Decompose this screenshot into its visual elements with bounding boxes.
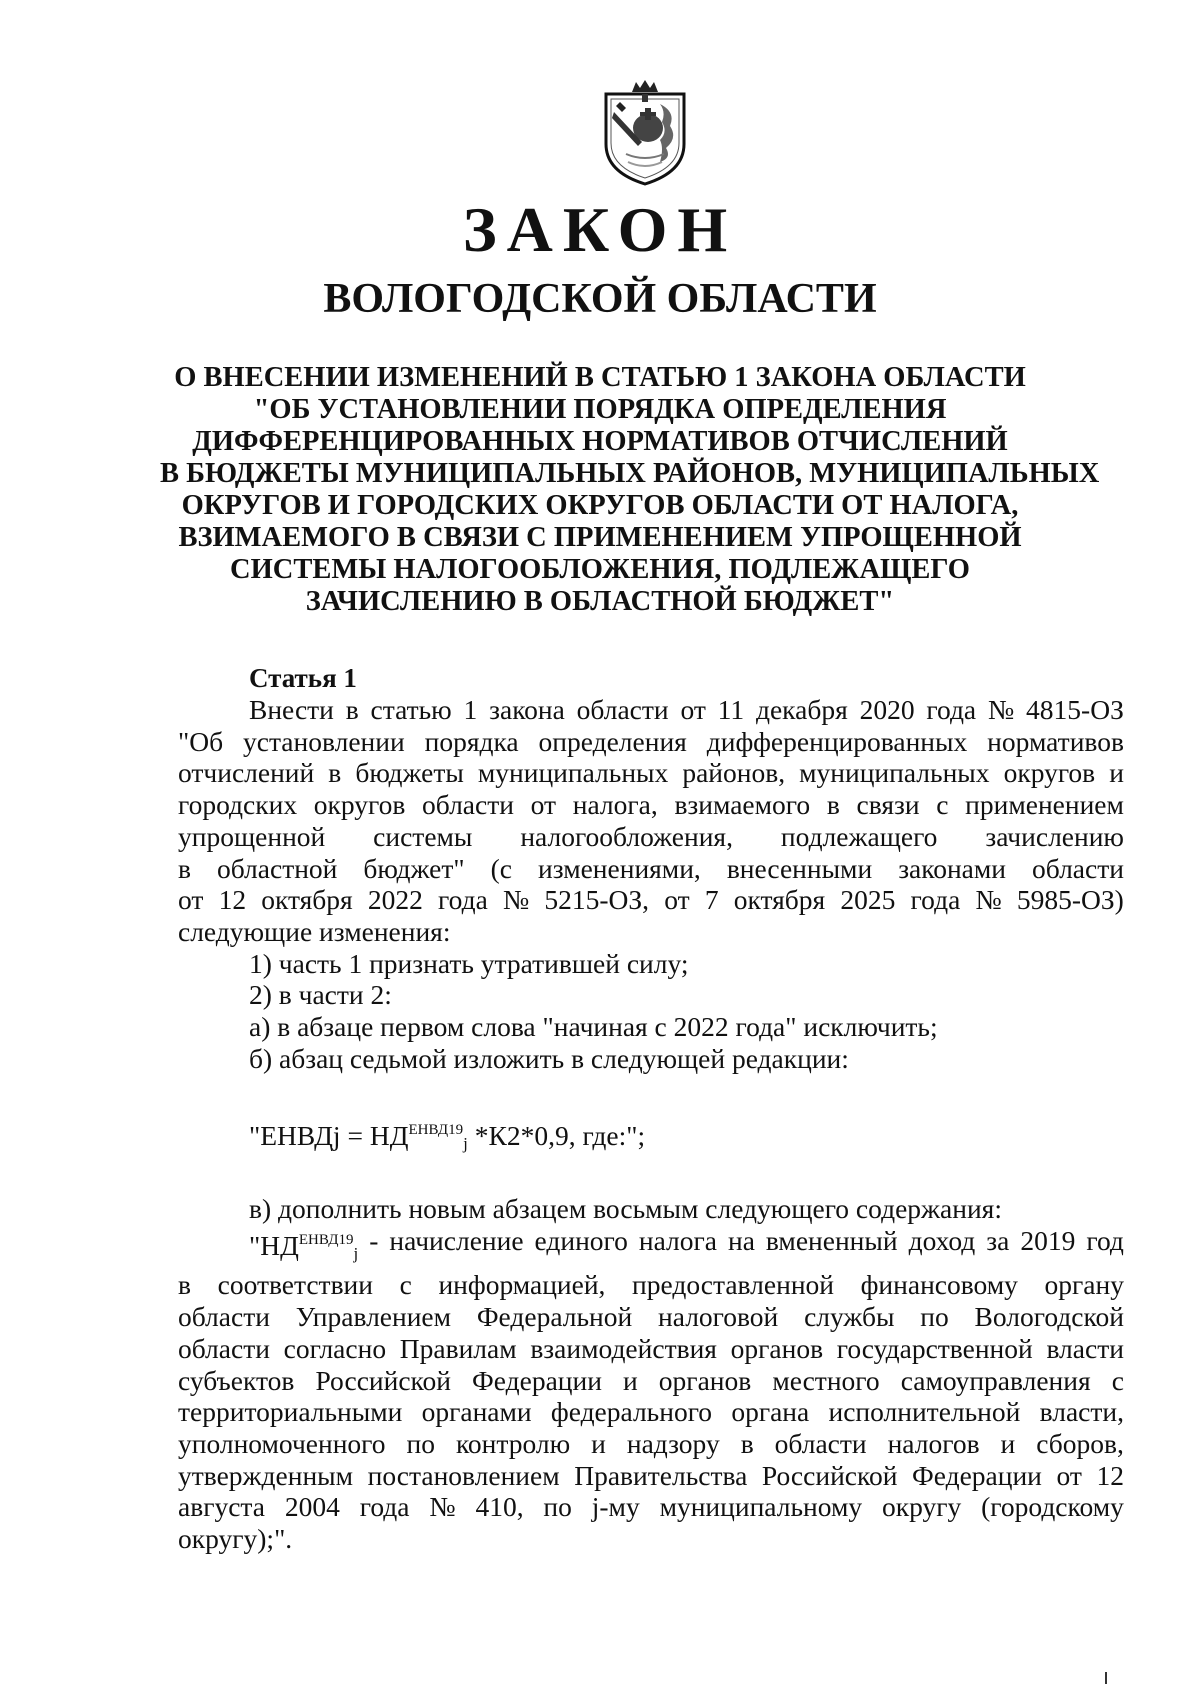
text-line: [178, 1301, 1124, 1333]
text-line: [178, 884, 1124, 916]
text-line: [178, 1333, 1124, 1365]
word: области: [422, 789, 514, 821]
word: Правительства: [574, 1459, 748, 1491]
title-line: ОКРУГОВ И ГОРОДСКИХ ОКРУГОВ ОБЛАСТИ ОТ НАЛОГА,: [181, 490, 1019, 521]
definition-superscript: ЕНВД19: [298, 1231, 354, 1248]
word: контролю: [455, 1427, 571, 1459]
word: территориальными: [178, 1396, 403, 1428]
word: налога: [638, 1224, 718, 1256]
word: 410,: [475, 1491, 524, 1523]
word: №: [502, 884, 530, 916]
word: октября: [261, 884, 353, 916]
definition-subscript: j: [353, 1243, 359, 1263]
word: округов: [1003, 757, 1096, 789]
word: районов,: [682, 757, 786, 789]
word: Российской: [761, 1459, 898, 1491]
word: статью: [370, 694, 452, 725]
word: декабря: [755, 694, 848, 725]
word: налога,: [572, 789, 658, 821]
word: Вологодской: [974, 1301, 1124, 1333]
word: года: [359, 1491, 410, 1523]
text-line: следующие изменения:: [178, 915, 451, 947]
coat-of-arms-emblem-icon: [602, 78, 688, 186]
title-line: ВЗИМАЕМОГО В СВЯЗИ С ПРИМЕНЕНИЕМ УПРОЩЕННОЙ: [178, 522, 1022, 553]
word: в: [740, 1427, 754, 1459]
word: 2004: [284, 1491, 340, 1523]
word: №: [987, 694, 1015, 725]
word: начисление: [389, 1224, 524, 1256]
text-line: [178, 1491, 1124, 1523]
word: 5985-ОЗ): [1016, 884, 1124, 916]
word: (городскому: [981, 1491, 1124, 1523]
word: власти: [1046, 1332, 1124, 1364]
word: субъектов: [178, 1364, 295, 1396]
word: 1: [463, 694, 478, 725]
word: в: [328, 757, 342, 789]
word: закона: [489, 694, 565, 725]
word: года: [910, 884, 961, 916]
word: вмененный: [765, 1224, 898, 1256]
text-line: [178, 789, 1124, 821]
word: отчислений: [178, 757, 315, 789]
word: от: [680, 694, 706, 725]
word: информацией,: [438, 1269, 606, 1301]
word: уполномоченного: [178, 1427, 386, 1459]
word: 2019: [1020, 1224, 1076, 1256]
word: нормативов: [987, 725, 1124, 757]
word: области: [178, 1301, 270, 1333]
word: муниципальных: [799, 757, 990, 789]
article-heading: Статья 1: [249, 663, 357, 693]
title-line: СИСТЕМЫ НАЛОГООБЛОЖЕНИЯ, ПОДЛЕЖАЩЕГО: [230, 554, 970, 585]
region-title: ВОЛОГОДСКОЙ ОБЛАСТИ: [323, 276, 877, 322]
word: Федеральной: [476, 1301, 633, 1333]
word: органами: [421, 1396, 532, 1428]
list-item: а) в абзаце первом слова "начиная с 2022 года" исключить;: [249, 1011, 938, 1043]
word: Российской: [315, 1364, 451, 1396]
word: налоговой: [658, 1301, 779, 1333]
title-line: "ОБ УСТАНОВЛЕНИИ ПОРЯДКА ОПРЕДЕЛЕНИЯ: [253, 394, 947, 425]
word: 12: [218, 884, 247, 916]
text-line: [178, 1365, 1124, 1397]
word: самоуправления: [900, 1364, 1091, 1396]
definition-prefix: "НД: [249, 1229, 299, 1261]
word: по: [543, 1491, 572, 1523]
word: года: [438, 884, 488, 916]
word: единого: [534, 1224, 628, 1256]
word: №: [975, 884, 1002, 916]
word: государственной: [836, 1332, 1033, 1364]
title-line: ДИФФЕРЕНЦИРОВАННЫХ НОРМАТИВОВ ОТЧИСЛЕНИЙ: [192, 426, 1008, 457]
word: "Об: [178, 725, 224, 757]
formula-rhs: *К2*0,9, где:";: [467, 1120, 646, 1151]
word: области: [774, 1427, 867, 1459]
word: муниципальному: [659, 1491, 863, 1523]
word: бюджет": [363, 852, 465, 884]
document-type-title: ЗАКОН: [462, 194, 738, 265]
definition-term: [249, 1225, 358, 1270]
word: j-му: [591, 1491, 640, 1523]
word: налогообложения,: [520, 820, 733, 852]
word: определения: [538, 725, 687, 757]
word: взаимодействия: [530, 1332, 717, 1364]
article-intro: [178, 694, 1124, 1074]
word: упрощенной: [178, 820, 326, 852]
formula-lhs: "ЕНВДj = НД: [249, 1120, 409, 1151]
word: в: [178, 1269, 191, 1301]
word: 5215-ОЗ,: [544, 884, 650, 916]
formula-superscript: ЕНВД19: [408, 1122, 464, 1138]
text-line: [178, 1269, 1124, 1301]
word: взимаемого: [674, 789, 811, 821]
word: 12: [1096, 1459, 1124, 1491]
word: в: [826, 789, 840, 821]
word: №: [429, 1491, 456, 1523]
word: порядка: [424, 725, 519, 757]
word: подлежащего: [780, 820, 938, 852]
law-title: [160, 362, 1100, 618]
title-line: О ВНЕСЕНИИ ИЗМЕНЕНИЙ В СТАТЬЮ 1 ЗАКОНА ОБЛАСТИ: [174, 362, 1026, 393]
word: службы: [804, 1301, 895, 1333]
word: власти,: [1039, 1396, 1124, 1428]
word: согласно: [283, 1332, 387, 1364]
word: системы: [373, 820, 473, 852]
word: соответствии: [217, 1269, 373, 1301]
text-line: [178, 694, 1124, 726]
word: от: [530, 789, 557, 821]
word: 2022: [367, 884, 423, 916]
title-line: В БЮДЖЕТЫ МУНИЦИПАЛЬНЫХ РАЙОНОВ, МУНИЦИПАЛЬНЫХ: [160, 458, 1100, 489]
word: по: [406, 1427, 435, 1459]
word: октября: [733, 884, 826, 916]
word: применением: [965, 789, 1124, 821]
word: налогов: [887, 1427, 980, 1459]
word: от: [1056, 1459, 1082, 1491]
word: Федерации: [472, 1364, 602, 1396]
word: федерального: [550, 1396, 713, 1428]
definition-first-line: [178, 1225, 1124, 1270]
word: муниципальных: [477, 757, 669, 789]
word: Внести: [249, 694, 334, 725]
definition-block: [178, 1193, 1124, 1555]
word: надзору: [626, 1427, 720, 1459]
word: постановлением: [367, 1459, 560, 1491]
word: -: [369, 1224, 379, 1256]
word: за: [986, 1224, 1010, 1256]
word: 4815-ОЗ: [1026, 694, 1124, 725]
word: округу: [881, 1491, 962, 1523]
word: финансовому: [860, 1269, 1018, 1301]
word: городских: [178, 789, 298, 821]
word: и: [1000, 1427, 1016, 1459]
word: областной: [217, 852, 338, 884]
word: исполнительной: [828, 1396, 1021, 1428]
word: Федерации: [912, 1459, 1042, 1491]
word: и: [591, 1427, 606, 1459]
title-line: ЗАЧИСЛЕНИЮ В ОБЛАСТНОЙ БЮДЖЕТ": [305, 586, 895, 617]
word: от: [664, 884, 690, 916]
word: по: [920, 1301, 949, 1333]
word: Управлением: [295, 1301, 452, 1333]
word: на: [728, 1224, 755, 1256]
word: с: [936, 789, 949, 821]
word: в: [178, 852, 191, 884]
word: с: [399, 1269, 412, 1301]
list-item: в) дополнить новым абзацем восьмым следующего содержания:: [249, 1193, 1002, 1224]
text-line: [178, 853, 1124, 885]
text-line: округу);".: [178, 1523, 293, 1555]
text-line: [178, 1396, 1124, 1428]
list-item: 1) часть 1 признать утратившей силу;: [249, 947, 689, 979]
word: 2020: [859, 694, 915, 725]
word: 7: [704, 884, 719, 916]
word: (с: [490, 852, 512, 884]
word: от: [178, 884, 204, 916]
word: установлении: [243, 725, 405, 757]
word: дифференцированных: [706, 725, 968, 757]
word: года: [926, 694, 977, 725]
text-line: [178, 821, 1124, 853]
word: Правилам: [399, 1332, 517, 1364]
word: местного: [772, 1364, 880, 1396]
word: области: [178, 1332, 270, 1364]
word: сборов,: [1036, 1427, 1124, 1459]
word: органа: [731, 1396, 810, 1428]
word: внесенными: [726, 852, 873, 884]
word: изменениями,: [538, 852, 701, 884]
word: органу: [1044, 1269, 1124, 1301]
text-line: [178, 1460, 1124, 1492]
word: зачислению: [985, 820, 1124, 852]
text-line: [178, 757, 1124, 789]
word: и: [1109, 757, 1124, 789]
word: предоставленной: [632, 1269, 834, 1301]
word: с: [1111, 1364, 1124, 1396]
text-line: [178, 1428, 1124, 1460]
word: августа: [178, 1491, 265, 1523]
list-item: б) абзац седьмой изложить в следующей редакции:: [249, 1042, 849, 1074]
word: и: [623, 1364, 638, 1396]
word: 11: [717, 694, 745, 725]
word: утвержденным: [178, 1459, 354, 1491]
word: в: [345, 694, 359, 725]
scan-mark: [1105, 1672, 1107, 1684]
word: бюджеты: [355, 757, 464, 789]
word: области: [576, 694, 669, 725]
formula-subscript: j: [463, 1134, 468, 1153]
list-item: 2) в части 2:: [249, 979, 392, 1011]
word: органов: [658, 1364, 752, 1396]
word: связи: [856, 789, 920, 821]
word: законами: [898, 852, 1007, 884]
word: округов: [313, 789, 406, 821]
word: год: [1086, 1224, 1124, 1256]
word: органов: [730, 1332, 824, 1364]
word: доход: [908, 1224, 976, 1256]
word: области: [1032, 852, 1124, 884]
formula: [249, 1113, 645, 1161]
word: 2025: [840, 884, 896, 916]
text-line: [178, 726, 1124, 758]
